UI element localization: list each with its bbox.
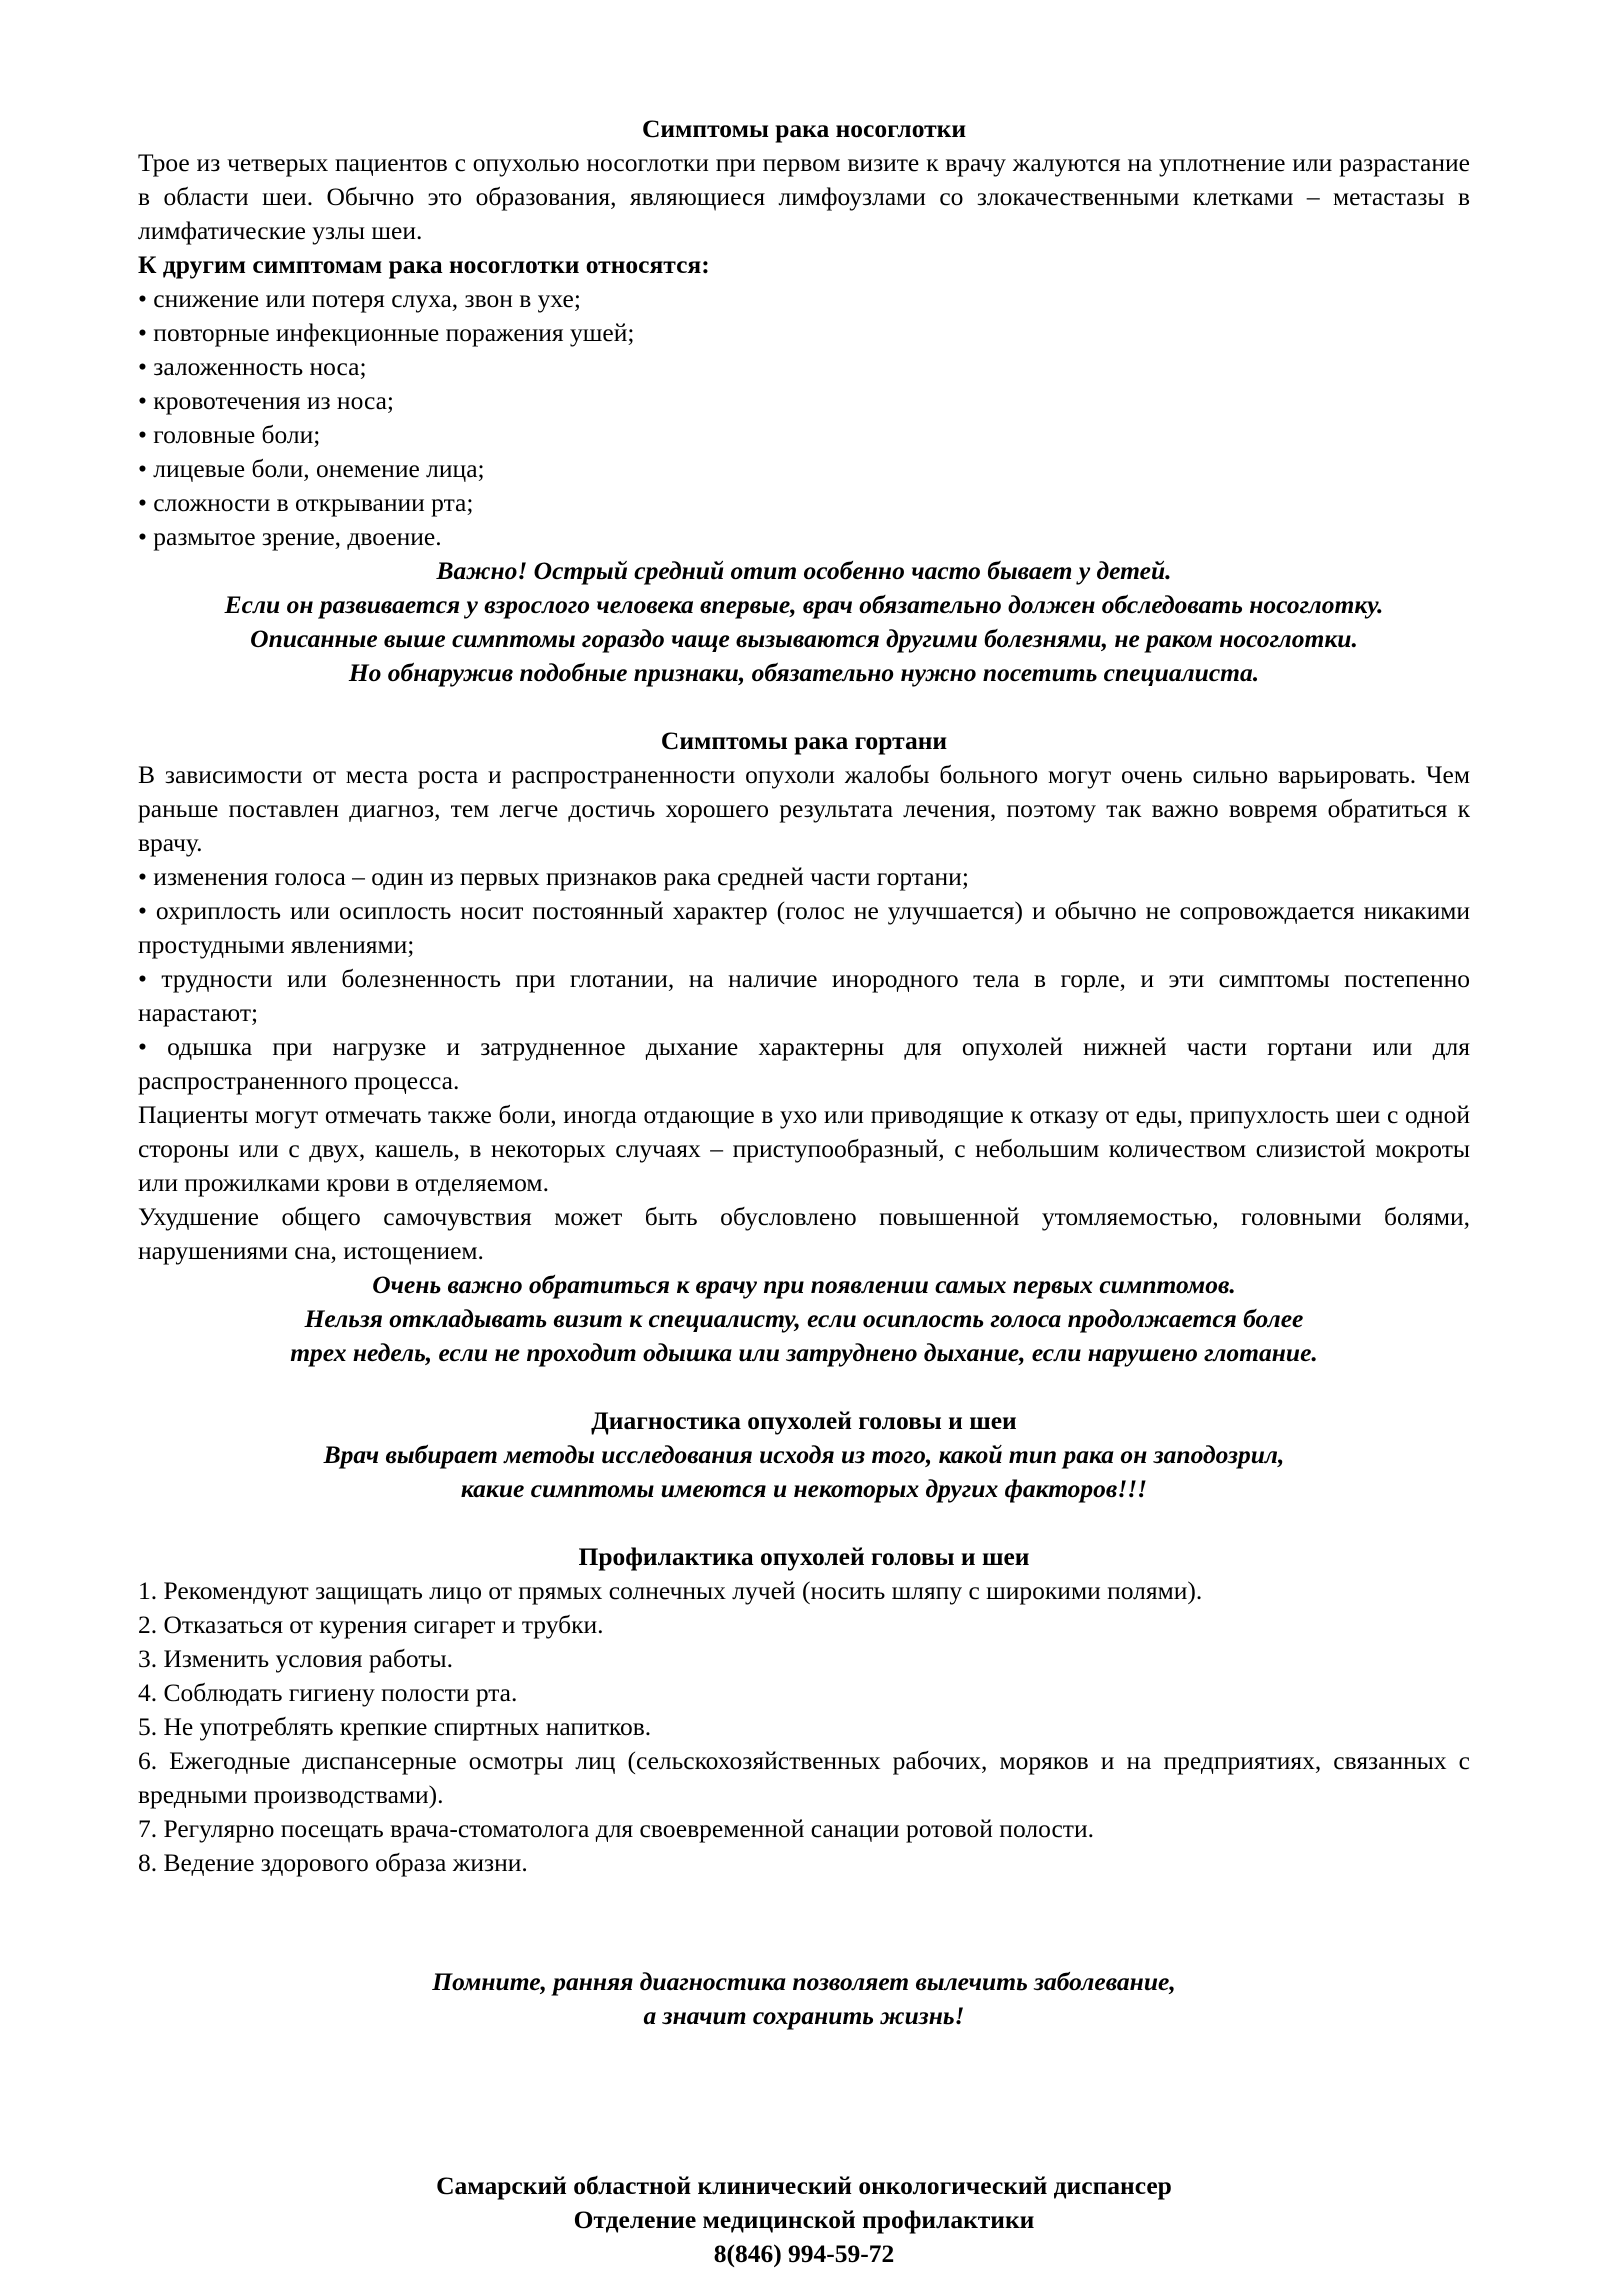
section-diagnostics (138, 1404, 1470, 1506)
important-note (138, 1438, 1470, 1506)
organization-name: Самарский областной клинический онкологический диспансер (436, 2171, 1172, 2200)
phone-number: 8(846) 994-59-72 (713, 2239, 895, 2268)
list-item: • сложности в открывании рта; (138, 488, 474, 517)
note-line: трех недель, если не проходит одышка или затруднено дыхание, если нарушено глотание. (290, 1338, 1318, 1367)
symptoms-list (138, 282, 1470, 554)
closing-line: а значит сохранить жизнь! (643, 2001, 965, 2030)
paragraph: Пациенты могут отмечать также боли, иногда отдающие в ухо или приводящие к отказу от еды, припухлость шеи с одной стороны или с двух, кашель, в некоторых случаях – приступообразный, с небольшим количеством слизистой мокроты или прожилками крови в отделяемом. (138, 1100, 1470, 1197)
paragraph: Ухудшение общего самочувствия может быть обусловлено повышенной утомляемостью, головными болями, нарушениями сна, истощением. (138, 1202, 1470, 1265)
prevention-list (138, 1574, 1470, 1880)
symptoms-list-heading: К другим симптомам рака носоглотки относятся: (138, 250, 710, 279)
section-gap (138, 1880, 1470, 1965)
list-item: • головные боли; (138, 420, 321, 449)
closing-line: Помните, ранняя диагностика позволяет вылечить заболевание, (432, 1967, 1176, 1996)
note-line: Важно! Острый средний отит особенно часто бывает у детей. (436, 556, 1172, 585)
symptoms-list (138, 860, 1470, 1098)
list-item: • трудности или болезненность при глотании, на наличие инородного тела в горле, и эти симптомы постепенно нарастают; (138, 964, 1470, 1027)
important-note (138, 1268, 1470, 1370)
note-line: Если он развивается у взрослого человека впервые, врач обязательно должен обследовать носоглотку. (224, 590, 1384, 619)
note-line: Нельзя откладывать визит к специалисту, если осиплость голоса продолжается более (304, 1304, 1304, 1333)
important-note (138, 554, 1470, 690)
department-name: Отделение медицинской профилактики (573, 2205, 1035, 2234)
section-gap (138, 2033, 1470, 2169)
section-prevention (138, 1540, 1470, 1880)
list-item: • лицевые боли, онемение лица; (138, 454, 485, 483)
list-item: • снижение или потеря слуха, звон в ухе; (138, 284, 581, 313)
note-line: Врач выбирает методы исследования исходя из того, какой тип рака он заподозрил, (323, 1440, 1285, 1469)
list-item: 2. Отказаться от курения сигарет и трубки. (138, 1610, 604, 1639)
note-line: Но обнаружив подобные признаки, обязательно нужно посетить специалиста. (348, 658, 1260, 687)
section-title: Симптомы рака носоглотки (641, 114, 967, 143)
list-item: • изменения голоса – один из первых признаков рака средней части гортани; (138, 862, 969, 891)
list-item: 1. Рекомендуют защищать лицо от прямых солнечных лучей (носить шляпу с широкими полями). (138, 1576, 1203, 1605)
list-item: • повторные инфекционные поражения ушей; (138, 318, 635, 347)
list-item: • охриплость или осиплость носит постоянный характер (голос не улучшается) и обычно не сопровождается никакими простудными явлениями; (138, 896, 1470, 959)
list-item: 7. Регулярно посещать врача-стоматолога для своевременной санации ротовой полости. (138, 1814, 1094, 1843)
list-item: 4. Соблюдать гигиену полости рта. (138, 1678, 518, 1707)
list-item: • размытое зрение, двоение. (138, 522, 442, 551)
list-item: • кровотечения из носа; (138, 386, 394, 415)
section-intro: Трое из четверых пациентов с опухолью носоглотки при первом визите к врачу жалуются на уплотнение или разрастание в области шеи. Обычно это образования, являющиеся лимфоузлами со злокачественными клетками – метастазы в лимфатические узлы шеи. (138, 148, 1470, 245)
footer (138, 2169, 1470, 2271)
section-nasopharynx (138, 112, 1470, 690)
section-larynx (138, 724, 1470, 1370)
section-gap (138, 1370, 1470, 1404)
list-item: 3. Изменить условия работы. (138, 1644, 453, 1673)
list-item: • заложенность носа; (138, 352, 367, 381)
list-item: 6. Ежегодные диспансерные осмотры лиц (сельскохозяйственных рабочих, моряков и на предприятиях, связанных с вредными производствами). (138, 1746, 1470, 1809)
section-title: Профилактика опухолей головы и шеи (578, 1542, 1030, 1571)
section-intro: В зависимости от места роста и распространенности опухоли жалобы больного могут очень сильно варьировать. Чем раньше поставлен диагноз, тем легче достичь хорошего результата лечения, поэтому так важно вовремя обратиться к врачу. (138, 760, 1470, 857)
document-page (138, 112, 1470, 2271)
section-title: Диагностика опухолей головы и шеи (591, 1406, 1017, 1435)
section-gap (138, 1506, 1470, 1540)
list-item: 5. Не употреблять крепкие спиртных напитков. (138, 1712, 652, 1741)
note-line: какие симптомы имеются и некоторых других факторов!!! (460, 1474, 1148, 1503)
note-line: Очень важно обратиться к врачу при появлении самых первых симптомов. (372, 1270, 1236, 1299)
section-gap (138, 690, 1470, 724)
closing-message (138, 1965, 1470, 2033)
note-line: Описанные выше симптомы гораздо чаще вызываются другими болезнями, не раком носоглотки. (250, 624, 1358, 653)
list-item: • одышка при нагрузке и затрудненное дыхание характерны для опухолей нижней части гортани или для распространенного процесса. (138, 1032, 1470, 1095)
section-title: Симптомы рака гортани (660, 726, 948, 755)
list-item: 8. Ведение здорового образа жизни. (138, 1848, 528, 1877)
